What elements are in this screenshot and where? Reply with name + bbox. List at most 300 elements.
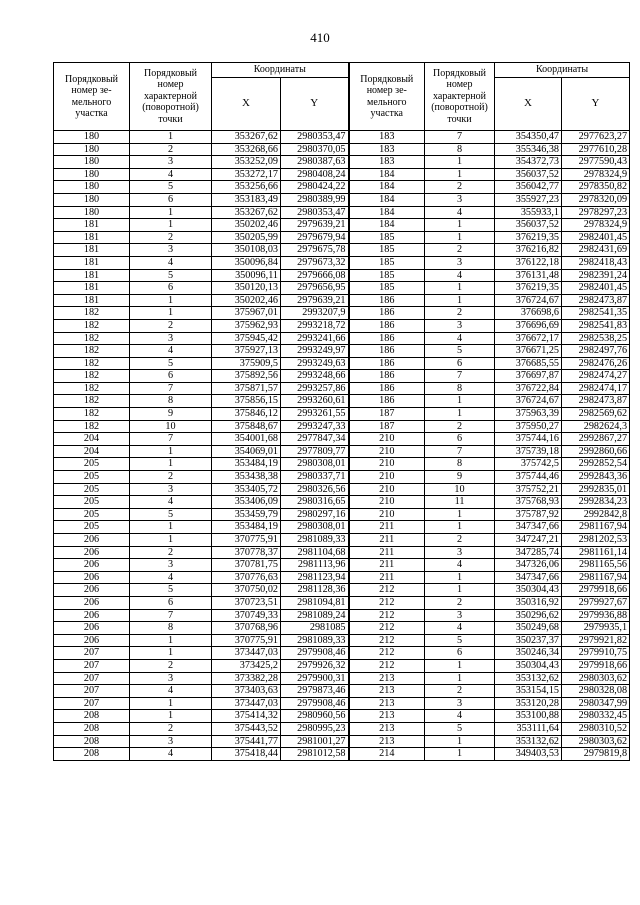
header-coordinates: Координаты [212,63,349,78]
cell-parcel-2: 213 [349,685,425,698]
cell-point-2: 2 [425,420,495,433]
cell-x: 353256,66 [212,181,281,194]
cell-y: 2980308,01 [281,521,349,534]
header-parcel-number: Порядковый номер зе-мельного участка [54,63,130,131]
cell-point-2: 4 [425,332,495,345]
cell-parcel: 207 [54,697,130,710]
cell-y-2: 2981165,56 [562,559,630,572]
cell-x: 353406,09 [212,496,281,509]
cell-y: 2979679,94 [281,231,349,244]
cell-x: 350202,46 [212,294,281,307]
cell-point: 3 [130,735,212,748]
cell-point-2: 9 [425,471,495,484]
cell-x-2: 347347,66 [495,521,562,534]
cell-point: 1 [130,647,212,660]
cell-x-2: 376672,17 [495,332,562,345]
cell-point-2: 2 [425,244,495,257]
cell-x-2: 376696,69 [495,319,562,332]
cell-point-2: 5 [425,722,495,735]
table-row [54,219,630,232]
cell-x: 373447,03 [212,697,281,710]
table-row [54,534,630,547]
cell-point: 7 [130,609,212,622]
cell-point: 7 [130,433,212,446]
table-row [54,445,630,458]
cell-x: 350205,99 [212,231,281,244]
table-row [54,357,630,370]
cell-parcel-2: 186 [349,382,425,395]
table-row [54,307,630,320]
table-row [54,294,630,307]
coordinates-table [53,62,630,761]
cell-y-2: 2981161,14 [562,546,630,559]
cell-parcel-2: 212 [349,634,425,647]
cell-point-2: 4 [425,622,495,635]
cell-parcel-2: 210 [349,496,425,509]
cell-x-2: 376219,35 [495,282,562,295]
cell-y-2: 2979936,88 [562,609,630,622]
cell-y-2: 2982473,87 [562,294,630,307]
cell-y: 2977809,77 [281,445,349,458]
cell-x-2: 353132,62 [495,735,562,748]
cell-y: 2981085 [281,622,349,635]
cell-x-2: 347326,06 [495,559,562,572]
cell-x: 353272,17 [212,168,281,181]
table-row [54,269,630,282]
cell-parcel: 182 [54,408,130,421]
cell-parcel-2: 185 [349,244,425,257]
cell-point: 8 [130,395,212,408]
cell-point: 5 [130,357,212,370]
cell-y-2: 2982624,3 [562,420,630,433]
cell-y: 2981089,33 [281,534,349,547]
table-row [54,282,630,295]
cell-parcel: 206 [54,534,130,547]
cell-parcel-2: 210 [349,483,425,496]
cell-y-2: 2992843,36 [562,471,630,484]
table-row [54,659,630,672]
table-row [54,584,630,597]
table-row [54,395,630,408]
cell-y: 2993241,66 [281,332,349,345]
cell-point-2: 1 [425,508,495,521]
cell-y: 2980353,47 [281,131,349,144]
cell-point: 7 [130,382,212,395]
table-row [54,471,630,484]
cell-point: 1 [130,206,212,219]
cell-y: 2993260,61 [281,395,349,408]
cell-x: 373425,2 [212,659,281,672]
cell-point: 3 [130,156,212,169]
cell-parcel: 208 [54,722,130,735]
cell-point: 10 [130,420,212,433]
cell-parcel: 182 [54,357,130,370]
cell-parcel-2: 211 [349,559,425,572]
cell-parcel-2: 186 [349,332,425,345]
cell-y: 2993257,86 [281,382,349,395]
cell-parcel-2: 184 [349,193,425,206]
table-row [54,319,630,332]
cell-x: 354001,68 [212,433,281,446]
cell-point-2: 2 [425,685,495,698]
cell-parcel-2: 186 [349,395,425,408]
cell-x: 373403,63 [212,685,281,698]
cell-parcel: 205 [54,458,130,471]
table-row [54,609,630,622]
table-row [54,672,630,685]
cell-point: 4 [130,685,212,698]
table-row [54,496,630,509]
cell-x: 350096,84 [212,256,281,269]
cell-parcel: 204 [54,445,130,458]
table-row [54,697,630,710]
cell-point-2: 6 [425,433,495,446]
cell-x: 375892,56 [212,370,281,383]
cell-parcel-2: 210 [349,458,425,471]
cell-y-2: 2992834,23 [562,496,630,509]
cell-x: 373382,28 [212,672,281,685]
table-row [54,735,630,748]
cell-x-2: 349403,53 [495,748,562,761]
cell-y: 2981123,94 [281,571,349,584]
cell-point-2: 8 [425,143,495,156]
table-row [54,420,630,433]
cell-parcel-2: 185 [349,231,425,244]
cell-y-2: 2980310,52 [562,722,630,735]
cell-x-2: 375787,92 [495,508,562,521]
cell-point-2: 1 [425,168,495,181]
cell-point: 2 [130,231,212,244]
cell-point-2: 10 [425,483,495,496]
cell-x: 353267,62 [212,131,281,144]
cell-point-2: 4 [425,710,495,723]
cell-parcel-2: 185 [349,269,425,282]
cell-y-2: 2982418,43 [562,256,630,269]
cell-parcel-2: 210 [349,433,425,446]
cell-point: 6 [130,193,212,206]
cell-y: 2979673,32 [281,256,349,269]
cell-parcel: 206 [54,546,130,559]
cell-x: 375945,42 [212,332,281,345]
cell-x-2: 376697,87 [495,370,562,383]
cell-x: 370723,51 [212,596,281,609]
cell-y: 2979675,78 [281,244,349,257]
cell-y: 2993218,72 [281,319,349,332]
cell-x: 375441,77 [212,735,281,748]
cell-parcel: 181 [54,256,130,269]
cell-x-2: 376131,48 [495,269,562,282]
table-row [54,722,630,735]
cell-x: 370781,75 [212,559,281,572]
cell-parcel-2: 186 [349,357,425,370]
cell-x-2: 356042,77 [495,181,562,194]
cell-point: 1 [130,534,212,547]
cell-y-2: 2980303,62 [562,735,630,748]
cell-x: 353268,66 [212,143,281,156]
cell-parcel: 181 [54,294,130,307]
cell-parcel-2: 211 [349,521,425,534]
cell-point-2: 1 [425,395,495,408]
header-parcel-number-2: Порядковый номер зе-мельного участка [349,63,425,131]
cell-y-2: 2982401,45 [562,231,630,244]
cell-point-2: 8 [425,382,495,395]
cell-parcel: 181 [54,269,130,282]
header-x: X [212,78,281,131]
cell-x-2: 347285,74 [495,546,562,559]
table-body [54,131,630,761]
cell-x-2: 376724,67 [495,395,562,408]
cell-y-2: 2982431,69 [562,244,630,257]
cell-y: 2980308,01 [281,458,349,471]
cell-point: 4 [130,496,212,509]
cell-x: 375962,93 [212,319,281,332]
cell-point: 1 [130,219,212,232]
cell-y-2: 2977623,27 [562,131,630,144]
cell-y-2: 2979927,67 [562,596,630,609]
cell-parcel-2: 186 [349,370,425,383]
cell-y-2: 2978320,09 [562,193,630,206]
cell-parcel: 206 [54,559,130,572]
cell-y-2: 2992860,66 [562,445,630,458]
cell-point-2: 5 [425,634,495,647]
cell-x-2: 356037,52 [495,168,562,181]
cell-y-2: 2979935,1 [562,622,630,635]
cell-y: 2979873,46 [281,685,349,698]
cell-x: 370778,37 [212,546,281,559]
cell-x: 370776,63 [212,571,281,584]
cell-parcel-2: 210 [349,445,425,458]
cell-parcel: 205 [54,483,130,496]
cell-point: 2 [130,319,212,332]
cell-y: 2981094,81 [281,596,349,609]
cell-x: 353267,62 [212,206,281,219]
cell-parcel: 182 [54,345,130,358]
cell-y-2: 2982497,76 [562,345,630,358]
cell-x: 373447,03 [212,647,281,660]
table-row [54,181,630,194]
cell-x: 375967,01 [212,307,281,320]
cell-x: 353459,79 [212,508,281,521]
cell-y: 2979908,46 [281,647,349,660]
cell-point: 4 [130,256,212,269]
cell-x-2: 350249,68 [495,622,562,635]
cell-point: 1 [130,458,212,471]
cell-x: 370768,96 [212,622,281,635]
cell-parcel-2: 183 [349,143,425,156]
cell-parcel: 207 [54,647,130,660]
cell-x: 353484,19 [212,458,281,471]
cell-point: 5 [130,181,212,194]
cell-y-2: 2979921,82 [562,634,630,647]
table-row [54,143,630,156]
cell-point: 4 [130,748,212,761]
table-row [54,231,630,244]
cell-point: 9 [130,408,212,421]
cell-x-2: 375768,93 [495,496,562,509]
cell-y-2: 2977610,28 [562,143,630,156]
cell-x-2: 375739,18 [495,445,562,458]
cell-y: 2979639,21 [281,219,349,232]
cell-point-2: 1 [425,294,495,307]
cell-y-2: 2981167,94 [562,521,630,534]
cell-x: 375927,13 [212,345,281,358]
cell-parcel: 180 [54,131,130,144]
table-row [54,345,630,358]
cell-parcel: 182 [54,395,130,408]
cell-parcel: 205 [54,496,130,509]
cell-point-2: 1 [425,672,495,685]
cell-parcel-2: 213 [349,735,425,748]
cell-x: 353252,09 [212,156,281,169]
cell-point-2: 3 [425,697,495,710]
cell-point: 6 [130,282,212,295]
cell-x-2: 376724,67 [495,294,562,307]
cell-parcel-2: 184 [349,206,425,219]
cell-parcel-2: 183 [349,156,425,169]
cell-parcel: 180 [54,156,130,169]
cell-point-2: 5 [425,345,495,358]
cell-parcel: 180 [54,143,130,156]
header-point-number: Порядковый номер характерной (поворотной) точки [130,63,212,131]
cell-x: 370750,02 [212,584,281,597]
cell-y: 2993247,33 [281,420,349,433]
cell-y: 2980960,56 [281,710,349,723]
cell-parcel-2: 184 [349,168,425,181]
cell-y: 2980337,71 [281,471,349,484]
cell-x: 353484,19 [212,521,281,534]
cell-x-2: 376685,55 [495,357,562,370]
cell-parcel: 181 [54,231,130,244]
cell-parcel: 208 [54,735,130,748]
cell-y: 2979908,46 [281,697,349,710]
cell-x-2: 376219,35 [495,231,562,244]
cell-x: 353183,49 [212,193,281,206]
cell-x: 354069,01 [212,445,281,458]
cell-y: 2981012,58 [281,748,349,761]
cell-point-2: 2 [425,534,495,547]
cell-x-2: 355346,38 [495,143,562,156]
table-row [54,634,630,647]
cell-point-2: 1 [425,571,495,584]
cell-parcel-2: 185 [349,282,425,295]
cell-parcel: 208 [54,710,130,723]
table-row [54,596,630,609]
cell-parcel-2: 211 [349,546,425,559]
cell-x-2: 347247,21 [495,534,562,547]
cell-y-2: 2982541,35 [562,307,630,320]
table-row [54,244,630,257]
cell-point: 3 [130,332,212,345]
cell-parcel: 182 [54,420,130,433]
cell-y-2: 2980347,99 [562,697,630,710]
cell-y-2: 2982391,24 [562,269,630,282]
cell-y-2: 2982474,27 [562,370,630,383]
cell-x-2: 350246,34 [495,647,562,660]
cell-x-2: 354372,73 [495,156,562,169]
cell-point: 1 [130,445,212,458]
table-row [54,647,630,660]
cell-parcel: 207 [54,659,130,672]
table-row [54,521,630,534]
table-row [54,193,630,206]
cell-y: 2980389,99 [281,193,349,206]
table-row [54,546,630,559]
cell-point: 1 [130,697,212,710]
cell-y-2: 2979819,8 [562,748,630,761]
cell-point-2: 1 [425,408,495,421]
cell-point-2: 4 [425,206,495,219]
cell-parcel-2: 212 [349,647,425,660]
cell-point-2: 2 [425,181,495,194]
cell-x-2: 350304,43 [495,584,562,597]
cell-y: 2979666,08 [281,269,349,282]
cell-parcel: 182 [54,332,130,345]
cell-point-2: 1 [425,735,495,748]
cell-point: 3 [130,672,212,685]
cell-parcel: 206 [54,634,130,647]
table-row [54,483,630,496]
cell-point: 2 [130,471,212,484]
cell-x-2: 347347,66 [495,571,562,584]
cell-point: 5 [130,508,212,521]
cell-y-2: 2982476,26 [562,357,630,370]
table-row [54,685,630,698]
cell-y: 2981104,68 [281,546,349,559]
cell-x-2: 350304,43 [495,659,562,672]
cell-x-2: 353111,64 [495,722,562,735]
cell-y-2: 2992842,8 [562,508,630,521]
cell-parcel-2: 187 [349,408,425,421]
cell-point: 5 [130,584,212,597]
header-y: Y [281,78,349,131]
cell-parcel-2: 212 [349,584,425,597]
cell-point-2: 3 [425,609,495,622]
cell-point-2: 4 [425,269,495,282]
cell-x-2: 375744,46 [495,471,562,484]
table-row [54,256,630,269]
cell-x-2: 353100,88 [495,710,562,723]
cell-y-2: 2978350,82 [562,181,630,194]
cell-x-2: 350237,37 [495,634,562,647]
cell-y-2: 2981202,53 [562,534,630,547]
cell-y-2: 2992867,27 [562,433,630,446]
cell-point: 2 [130,546,212,559]
cell-parcel-2: 186 [349,307,425,320]
table-row [54,332,630,345]
cell-parcel: 205 [54,521,130,534]
table-row [54,622,630,635]
cell-parcel-2: 213 [349,710,425,723]
cell-y-2: 2978324,9 [562,219,630,232]
table-row [54,458,630,471]
cell-point: 3 [130,244,212,257]
cell-point-2: 7 [425,370,495,383]
cell-point-2: 3 [425,193,495,206]
cell-y: 2993248,66 [281,370,349,383]
cell-point-2: 1 [425,156,495,169]
table-row [54,206,630,219]
cell-y-2: 2992835,01 [562,483,630,496]
cell-x-2: 353120,28 [495,697,562,710]
cell-parcel-2: 210 [349,508,425,521]
cell-x: 370775,91 [212,634,281,647]
cell-point-2: 6 [425,357,495,370]
cell-point: 2 [130,659,212,672]
cell-x-2: 353132,62 [495,672,562,685]
cell-point-2: 2 [425,596,495,609]
table-row [54,710,630,723]
cell-x: 370775,91 [212,534,281,547]
